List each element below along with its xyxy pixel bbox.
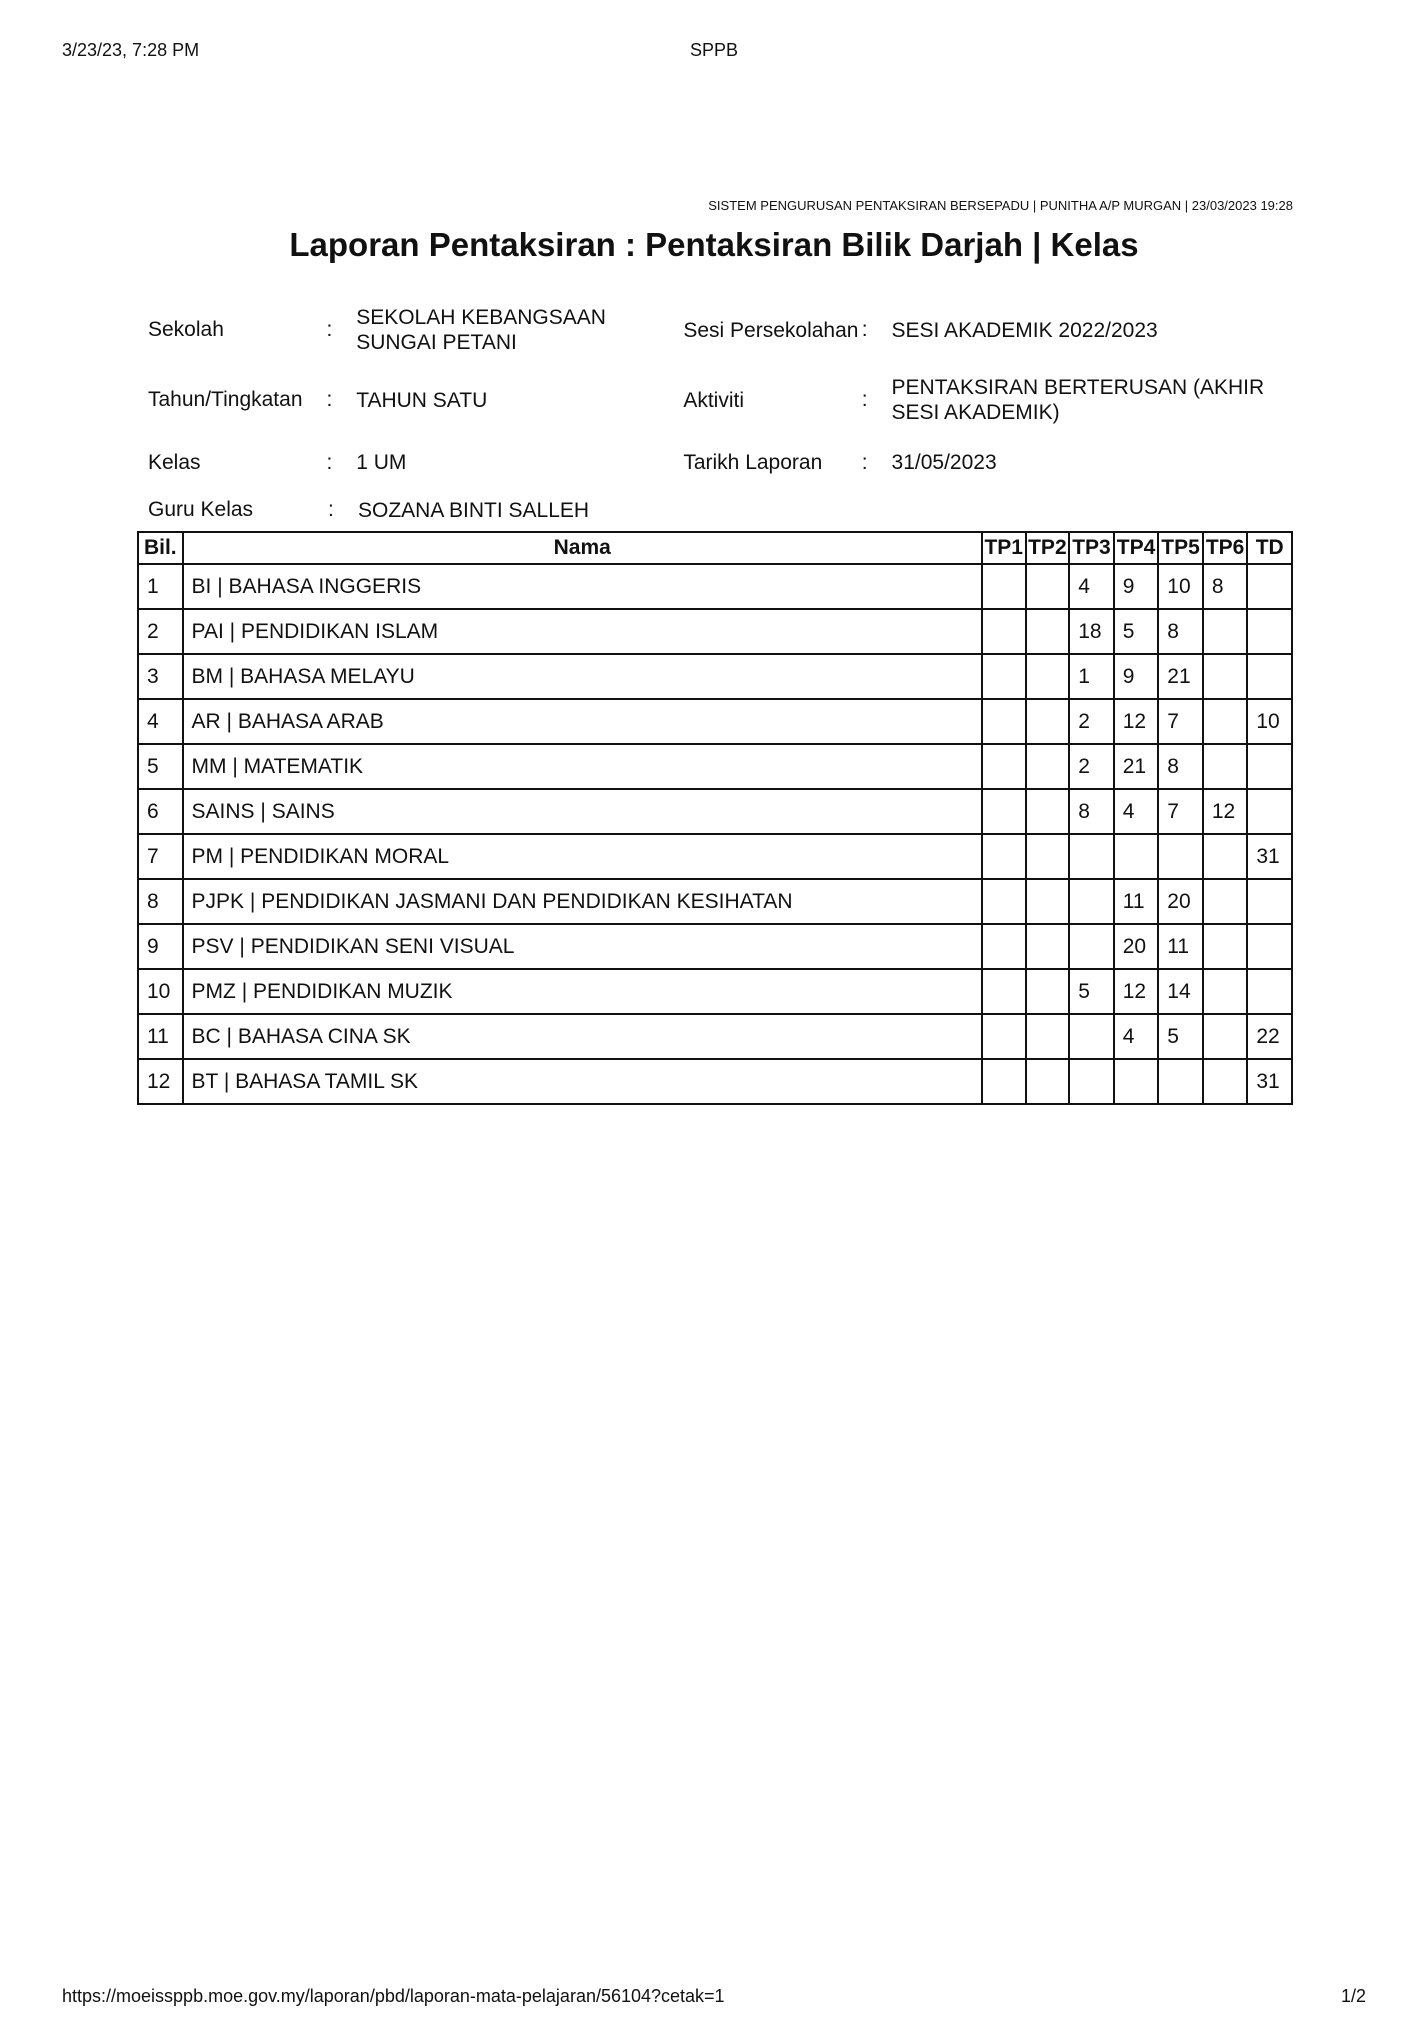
cell-tp1 [982,879,1026,924]
table-row [138,1059,1292,1104]
table-row [138,924,1292,969]
colon: : [861,318,868,341]
cell-nama: AR | BAHASA ARAB [183,699,982,744]
cell-nama: BI | BAHASA INGGERIS [183,564,982,609]
cell-tp4: 20 [1114,924,1159,969]
cell-td: 31 [1247,1059,1292,1104]
cell-tp4 [1114,834,1159,879]
cell-tp2 [1026,789,1070,834]
cell-tp3: 18 [1069,609,1114,654]
cell-bil: 2 [138,609,183,654]
cell-td: 22 [1247,1014,1292,1059]
cell-tp5: 8 [1158,609,1203,654]
cell-tp1 [982,609,1026,654]
cell-tp3 [1069,924,1114,969]
cell-tp3: 2 [1069,699,1114,744]
cell-tp6 [1203,699,1248,744]
colon: : [861,388,868,411]
cell-bil: 5 [138,744,183,789]
table-body [138,564,1292,1104]
tarikh-value: 31/05/2023 [891,451,997,474]
guru-value: SOZANA BINTI SALLEH [358,498,590,522]
cell-tp5 [1158,834,1203,879]
header-td: TD [1247,532,1292,564]
cell-tp6 [1203,654,1248,699]
cell-tp1 [982,1014,1026,1059]
system-info-line: SISTEM PENGURUSAN PENTAKSIRAN BERSEPADU | PUNITHA A/P MURGAN | 23/03/2023 19:28 [708,198,1293,213]
cell-nama: PM | PENDIDIKAN MORAL [183,834,982,879]
cell-tp4 [1114,1059,1159,1104]
colon: : [326,318,333,341]
cell-bil: 8 [138,879,183,924]
tarikh-label: Tarikh Laporan [683,451,823,474]
print-page-title: SPPB [689,40,739,60]
cell-tp1 [982,699,1026,744]
cell-tp6 [1203,609,1248,654]
cell-tp5: 8 [1158,744,1203,789]
cell-td: 31 [1247,834,1292,879]
colon: : [861,450,868,474]
cell-td [1247,969,1292,1014]
table-header-row [138,532,1292,564]
info-row-sekolah [148,300,1298,360]
cell-tp2 [1026,564,1070,609]
cell-tp5: 10 [1158,564,1203,609]
cell-bil: 12 [138,1059,183,1104]
cell-bil: 10 [138,969,183,1014]
cell-tp2 [1026,879,1070,924]
cell-td [1247,564,1292,609]
cell-tp4: 9 [1114,564,1159,609]
info-row-tahun [148,360,1298,440]
header-tp3: TP3 [1069,532,1114,564]
cell-nama: MM | MATEMATIK [183,744,982,789]
cell-tp6 [1203,1059,1248,1104]
cell-tp6 [1203,744,1248,789]
cell-nama: BM | BAHASA MELAYU [183,654,982,699]
cell-td [1247,609,1292,654]
colon: : [326,450,333,474]
cell-tp5: 14 [1158,969,1203,1014]
cell-tp1 [982,924,1026,969]
table-row [138,744,1292,789]
cell-td [1247,744,1292,789]
header-tp4: TP4 [1114,532,1159,564]
cell-tp3: 1 [1069,654,1114,699]
cell-tp4: 21 [1114,744,1159,789]
cell-tp1 [982,834,1026,879]
table-row [138,699,1292,744]
header-tp1: TP1 [982,532,1026,564]
cell-tp4: 5 [1114,609,1159,654]
print-url: https://moeissppb.moe.gov.my/laporan/pbd/laporan-mata-pelajaran/56104?cetak=1 [62,1986,725,2006]
cell-bil: 4 [138,699,183,744]
cell-tp4: 12 [1114,969,1159,1014]
cell-tp3: 5 [1069,969,1114,1014]
report-info-section [148,300,1298,535]
cell-bil: 1 [138,564,183,609]
browser-print-header [62,40,1366,64]
info-row-guru [148,485,1298,535]
table-row [138,834,1292,879]
cell-tp3: 8 [1069,789,1114,834]
print-page-number: 1/2 [1340,1986,1366,2006]
cell-tp4: 4 [1114,789,1159,834]
cell-tp3 [1069,1059,1114,1104]
cell-tp6 [1203,1014,1248,1059]
cell-tp2 [1026,924,1070,969]
guru-label: Guru Kelas [148,498,254,521]
sekolah-label: Sekolah [148,318,224,341]
cell-td [1247,789,1292,834]
table-row [138,564,1292,609]
cell-tp3: 4 [1069,564,1114,609]
cell-tp2 [1026,699,1070,744]
colon: : [328,498,334,521]
cell-nama: BT | BAHASA TAMIL SK [183,1059,982,1104]
cell-bil: 9 [138,924,183,969]
header-tp5: TP5 [1158,532,1203,564]
cell-tp5: 21 [1158,654,1203,699]
cell-tp1 [982,564,1026,609]
table-row [138,609,1292,654]
tahun-label: Tahun/Tingkatan [148,388,303,411]
cell-tp6: 12 [1203,789,1248,834]
cell-tp4: 11 [1114,879,1159,924]
cell-nama: BC | BAHASA CINA SK [183,1014,982,1059]
cell-tp6 [1203,834,1248,879]
cell-tp2 [1026,1014,1070,1059]
cell-tp3: 2 [1069,744,1114,789]
table-row [138,1014,1292,1059]
header-bil: Bil. [138,532,183,564]
aktiviti-value: PENTAKSIRAN BERTERUSAN (AKHIR SESI AKADEMIK) [891,376,1265,424]
cell-tp5: 11 [1158,924,1203,969]
cell-tp3 [1069,1014,1114,1059]
sekolah-value: SEKOLAH KEBANGSAAN SUNGAI PETANI [356,306,606,354]
table-row [138,879,1292,924]
kelas-value: 1 UM [356,451,407,474]
assessment-table [137,531,1293,1105]
cell-bil: 6 [138,789,183,834]
cell-tp6 [1203,924,1248,969]
cell-tp1 [982,969,1026,1014]
cell-nama: SAINS | SAINS [183,789,982,834]
print-date: 3/23/23, 7:28 PM [62,40,200,60]
cell-tp3 [1069,879,1114,924]
cell-tp2 [1026,654,1070,699]
cell-td [1247,924,1292,969]
kelas-label: Kelas [148,450,201,474]
cell-bil: 3 [138,654,183,699]
header-tp6: TP6 [1203,532,1248,564]
cell-nama: PMZ | PENDIDIKAN MUZIK [183,969,982,1014]
cell-tp1 [982,654,1026,699]
cell-tp2 [1026,1059,1070,1104]
cell-tp1 [982,789,1026,834]
cell-td [1247,879,1292,924]
cell-tp1 [982,1059,1026,1104]
table-row [138,789,1292,834]
cell-nama: PAI | PENDIDIKAN ISLAM [183,609,982,654]
header-tp2: TP2 [1026,532,1070,564]
header-nama: Nama [183,532,982,564]
cell-tp6 [1203,969,1248,1014]
info-row-kelas [148,440,1298,485]
cell-bil: 11 [138,1014,183,1059]
report-title: Laporan Pentaksiran : Pentaksiran Bilik Darjah | Kelas [289,226,1139,263]
cell-tp4: 9 [1114,654,1159,699]
cell-tp4: 4 [1114,1014,1159,1059]
cell-tp5: 20 [1158,879,1203,924]
cell-tp4: 12 [1114,699,1159,744]
cell-tp6: 8 [1203,564,1248,609]
cell-tp3 [1069,834,1114,879]
cell-tp6 [1203,879,1248,924]
aktiviti-label: Aktiviti [683,388,745,412]
cell-nama: PSV | PENDIDIKAN SENI VISUAL [183,924,982,969]
sesi-value: SESI AKADEMIK 2022/2023 [891,318,1158,342]
cell-tp2 [1026,834,1070,879]
cell-bil: 7 [138,834,183,879]
table-row [138,654,1292,699]
colon: : [326,388,333,411]
table-row [138,969,1292,1014]
cell-td: 10 [1247,699,1292,744]
sesi-label: Sesi Persekolahan [683,318,859,342]
cell-tp5 [1158,1059,1203,1104]
tahun-value: TAHUN SATU [356,388,488,412]
cell-nama: PJPK | PENDIDIKAN JASMANI DAN PENDIDIKAN KESIHATAN [183,879,982,924]
cell-tp2 [1026,969,1070,1014]
cell-tp1 [982,744,1026,789]
cell-tp5: 7 [1158,699,1203,744]
cell-td [1247,654,1292,699]
cell-tp5: 5 [1158,1014,1203,1059]
cell-tp2 [1026,744,1070,789]
cell-tp5: 7 [1158,789,1203,834]
browser-print-footer [62,1986,1366,2010]
cell-tp2 [1026,609,1070,654]
